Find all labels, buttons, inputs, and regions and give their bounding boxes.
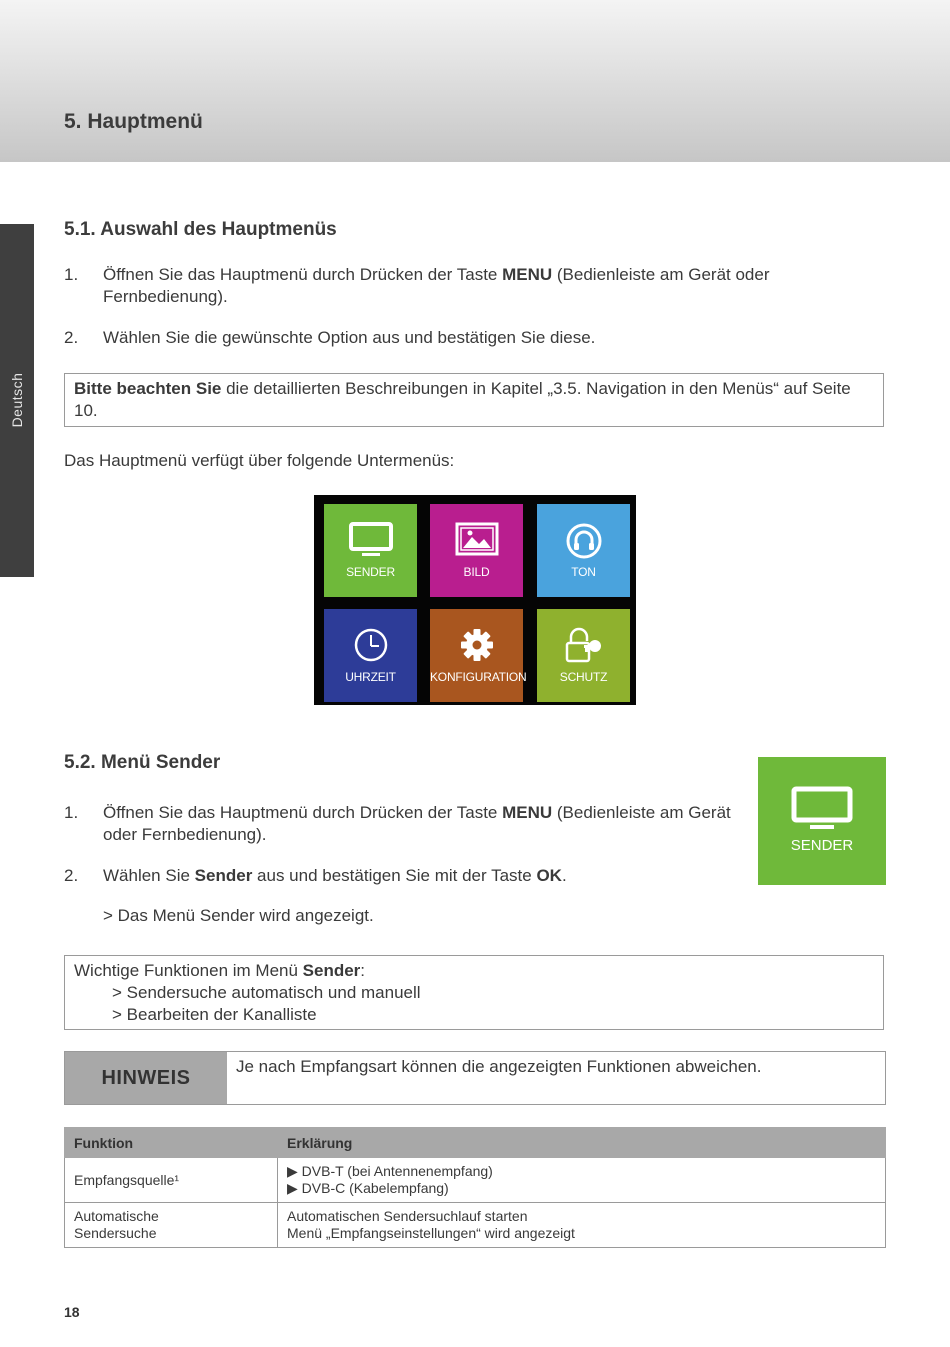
table-row bbox=[65, 1203, 886, 1248]
tile-label: KONFIGURATION bbox=[430, 670, 527, 684]
explanation-line: ▶ DVB-C (Kabelempfang) bbox=[287, 1180, 449, 1196]
table-cell-function bbox=[65, 1203, 278, 1248]
menu-tile-uhrzeit[interactable] bbox=[324, 609, 417, 702]
functions-box bbox=[64, 955, 884, 1030]
step-text: Öffnen Sie das Hauptmenü durch Drücken der Taste MENU (Bedienleiste am Gerät oder Fernbedienung). bbox=[103, 265, 770, 306]
key-ok: OK bbox=[536, 866, 562, 885]
step-1 bbox=[64, 802, 744, 846]
functions-item: > Sendersuche automatisch und manuell bbox=[112, 983, 421, 1002]
headphones-icon bbox=[537, 522, 630, 560]
language-label: Deutsch bbox=[9, 372, 25, 428]
table-header-row bbox=[65, 1128, 886, 1158]
table-row bbox=[65, 1158, 886, 1203]
functions-title: Wichtige Funktionen im Menü Sender: bbox=[74, 961, 366, 980]
section-heading-5-2: 5.2. Menü Sender bbox=[64, 752, 221, 773]
gear-icon bbox=[430, 627, 523, 665]
tile-label: SCHUTZ bbox=[559, 670, 608, 684]
function-line: Sendersuche bbox=[74, 1225, 157, 1241]
tile-label: UHRZEIT bbox=[345, 670, 396, 684]
tile-label: SENDER bbox=[346, 565, 395, 579]
step-number: 1. bbox=[64, 265, 79, 284]
note-box bbox=[64, 373, 884, 427]
step-text: Wählen Sie Sender aus und bestätigen Sie mit der Taste OK. bbox=[103, 866, 567, 885]
menu-tile-ton[interactable] bbox=[537, 504, 630, 597]
sender-menu-tile bbox=[758, 757, 886, 885]
sender-tile-label: SENDER bbox=[790, 837, 854, 854]
table-cell-explanation bbox=[278, 1203, 886, 1248]
column-header: Funktion bbox=[65, 1128, 278, 1158]
step-2 bbox=[64, 865, 744, 887]
step-text: Wählen Sie die gewünschte Option aus und bestätigen Sie diese. bbox=[103, 328, 596, 347]
function-table bbox=[64, 1127, 886, 1248]
tv-icon bbox=[324, 522, 417, 560]
tv-icon bbox=[791, 786, 853, 830]
step-1 bbox=[64, 264, 886, 308]
explanation-line: ▶ DVB-T (bei Antennenempfang) bbox=[287, 1163, 493, 1179]
hinweis-box bbox=[64, 1051, 886, 1105]
main-menu-screenshot bbox=[314, 495, 636, 705]
hinweis-tag: HINWEIS bbox=[65, 1052, 227, 1104]
language-side-tab bbox=[0, 224, 34, 577]
note-text: die detaillierten Beschreibungen in Kapitel „3.5. Navigation in den Menüs“ auf Seite 10. bbox=[74, 379, 851, 420]
menu-tile-schutz[interactable] bbox=[537, 609, 630, 702]
column-header: Erklärung bbox=[278, 1128, 886, 1158]
table-cell-function: Empfangsquelle¹ bbox=[65, 1158, 278, 1203]
menu-tile-konfiguration[interactable] bbox=[430, 609, 527, 702]
hinweis-text: Je nach Empfangsart können die angezeigten Funktionen abweichen. bbox=[236, 1057, 762, 1076]
section-heading-5-1: 5.1. Auswahl des Hauptmenüs bbox=[64, 219, 337, 240]
explanation-line: Automatischen Sendersuchlauf starten bbox=[287, 1208, 528, 1224]
step-number: 2. bbox=[64, 866, 79, 885]
step-number: 1. bbox=[64, 803, 79, 822]
table-cell-explanation bbox=[278, 1158, 886, 1203]
picture-icon bbox=[430, 522, 523, 560]
tile-label: BILD bbox=[463, 565, 490, 579]
menu-tile-sender[interactable] bbox=[324, 504, 417, 597]
step-2 bbox=[64, 327, 886, 349]
step-text: Öffnen Sie das Hauptmenü durch Drücken der Taste MENU (Bedienleiste am Gerät oder Fernbedienung). bbox=[103, 803, 731, 844]
clock-icon bbox=[324, 627, 417, 665]
function-line: Automatische bbox=[74, 1208, 159, 1224]
submenu-intro: Das Hauptmenü verfügt über folgende Untermenüs: bbox=[64, 451, 455, 470]
explanation-line: Menü „Empfangseinstellungen“ wird angezeigt bbox=[287, 1225, 575, 1241]
step-result: > Das Menü Sender wird angezeigt. bbox=[103, 906, 374, 925]
step-number: 2. bbox=[64, 328, 79, 347]
note-bold: Bitte beachten Sie bbox=[74, 379, 222, 398]
key-menu: MENU bbox=[502, 803, 553, 822]
lock-key-icon bbox=[537, 627, 630, 665]
key-menu: MENU bbox=[502, 265, 553, 284]
tile-label: TON bbox=[571, 565, 596, 579]
chapter-header bbox=[0, 0, 950, 162]
chapter-title: 5. Hauptmenü bbox=[64, 110, 203, 133]
menu-tile-bild[interactable] bbox=[430, 504, 523, 597]
page-number: 18 bbox=[64, 1304, 80, 1320]
functions-item: > Bearbeiten der Kanalliste bbox=[112, 1005, 317, 1024]
